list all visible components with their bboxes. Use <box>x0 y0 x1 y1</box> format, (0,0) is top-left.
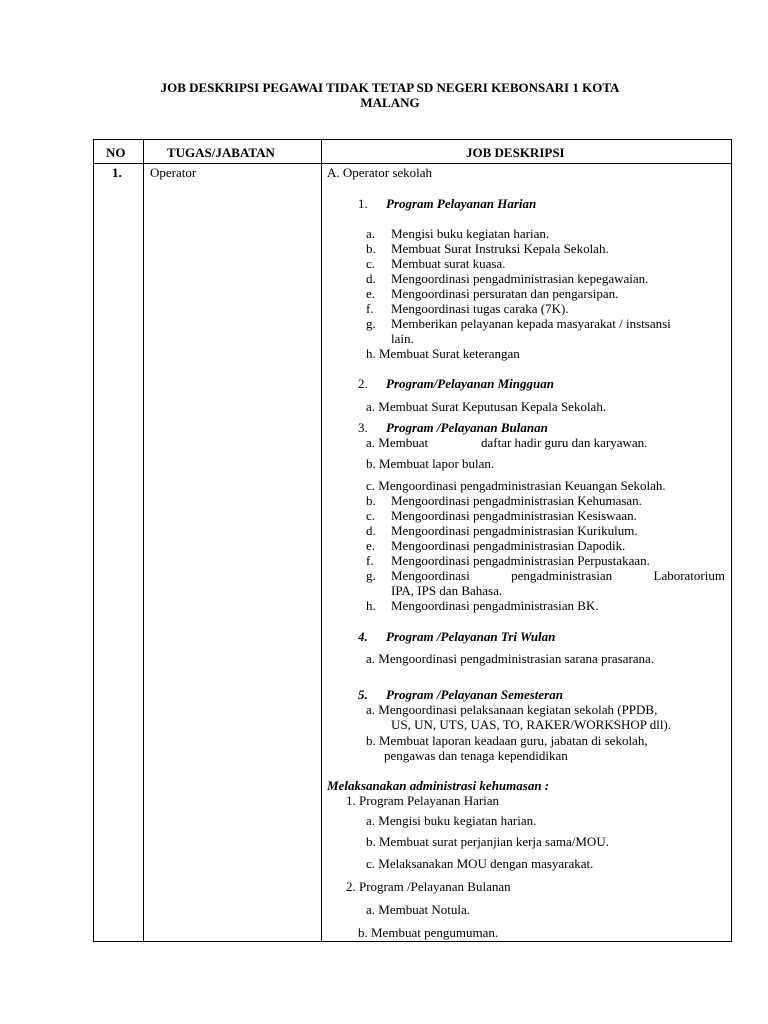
list-item-continuation: IPA, IPS dan Bahasa. <box>391 583 503 598</box>
program-1-number: 1. <box>358 196 368 211</box>
list-item: Mengoordinasi pengadministrasian Kehumasan. <box>391 493 642 508</box>
list-item-label: h. <box>366 598 376 613</box>
section-a-title: A. Operator sekolah <box>327 165 433 180</box>
list-item-label: d. <box>366 271 376 286</box>
humas-section-title: Melaksanakan administrasi kehumasan : <box>327 778 550 793</box>
list-item: c. Melaksanakan MOU dengan masyarakat. <box>366 856 594 871</box>
list-item: a. Mengoordinasi pelaksanaan kegiatan sekolah (PPDB, <box>366 702 658 717</box>
list-item: b. Membuat surat perjanjian kerja sama/MOU. <box>366 834 609 849</box>
word: Mengoordinasi <box>391 568 470 583</box>
table-border-bottom <box>93 941 732 942</box>
list-item-label: e. <box>366 286 376 301</box>
row-tugas: Operator <box>150 165 197 180</box>
word: pengadministrasian <box>511 568 613 583</box>
list-item-continuation: lain. <box>391 331 414 346</box>
list-item-continuation: daftar hadir guru dan karyawan. <box>481 435 648 450</box>
header-job-deskripsi: JOB DESKRIPSI <box>466 145 565 160</box>
program-4-title: Program /Pelayanan Tri Wulan <box>386 629 556 644</box>
program-3-title: Program /Pelayanan Bulanan <box>386 420 548 435</box>
list-item: Mengisi buku kegiatan harian. <box>391 226 550 241</box>
list-item: Mengoordinasi pengadministrasian Kurikulum. <box>391 523 638 538</box>
table-border-top <box>93 139 732 140</box>
list-item-label: c. <box>366 508 376 523</box>
table-col-divider-2 <box>321 139 322 942</box>
header-tugas-jabatan: TUGAS/JABATAN <box>167 145 275 160</box>
program-4-number: 4. <box>358 629 368 644</box>
list-item-justified <box>391 568 725 583</box>
list-item: Membuat Surat Instruksi Kepala Sekolah. <box>391 241 609 256</box>
table-border-left <box>93 139 94 942</box>
list-item: Mengoordinasi pengadministrasian Perpustakaan. <box>391 553 650 568</box>
list-item-label: c. <box>366 256 376 271</box>
humas-program-2: 2. Program /Pelayanan Bulanan <box>346 879 511 894</box>
list-item: a. Mengoordinasi pengadministrasian sarana prasarana. <box>366 651 655 666</box>
list-item-label: b. <box>366 241 376 256</box>
program-5-title: Program /Pelayanan Semesteran <box>386 687 563 702</box>
row-number: 1. <box>112 165 122 180</box>
list-item-label: g. <box>366 316 376 331</box>
list-item: c. Mengoordinasi pengadministrasian Keuangan Sekolah. <box>366 478 666 493</box>
list-item: Mengoordinasi persuratan dan pengarsipan. <box>391 286 619 301</box>
list-item: Mengoordinasi pengadministrasian BK. <box>391 598 599 613</box>
list-item: b. Membuat pengumuman. <box>358 925 499 940</box>
list-item: b. Membuat lapor bulan. <box>366 456 495 471</box>
program-2-title: Program/Pelayanan Mingguan <box>386 376 554 391</box>
program-3-number: 3. <box>358 420 368 435</box>
table-header-divider <box>93 163 732 164</box>
program-2-number: 2. <box>358 376 368 391</box>
list-item: Mengoordinasi pengadministrasian kepegawaian. <box>391 271 649 286</box>
program-5-number: 5. <box>358 687 368 702</box>
list-item-label: a. <box>366 226 376 241</box>
list-item: a. Membuat Surat Keputusan Kepala Sekolah. <box>366 399 607 414</box>
document-title <box>60 80 720 110</box>
table-col-divider-1 <box>143 139 144 942</box>
list-item-continuation: pengawas dan tenaga kependidikan <box>384 748 568 763</box>
word: Laboratorium <box>653 568 725 583</box>
humas-program-1: 1. Program Pelayanan Harian <box>346 793 500 808</box>
list-item-label: f. <box>366 301 374 316</box>
list-item: a. Membuat <box>366 435 429 450</box>
list-item: Mengoordinasi pengadministrasian Kesiswaan. <box>391 508 637 523</box>
list-item-label: d. <box>366 523 376 538</box>
list-item-label: f. <box>366 553 374 568</box>
list-item: Mengoordinasi pengadministrasian Dapodik. <box>391 538 626 553</box>
list-item: Memberikan pelayanan kepada masyarakat / instsansi <box>391 316 671 331</box>
list-item: a. Mengisi buku kegiatan harian. <box>366 813 537 828</box>
program-1-title: Program Pelayanan Harian <box>386 196 537 211</box>
title-line-2: MALANG <box>360 95 420 110</box>
list-item: h. Membuat Surat keterangan <box>366 346 520 361</box>
list-item: Mengoordinasi tugas caraka (7K). <box>391 301 569 316</box>
list-item: a. Membuat Notula. <box>366 902 470 917</box>
list-item-label: g. <box>366 568 376 583</box>
title-line-1: JOB DESKRIPSI PEGAWAI TIDAK TETAP SD NEGERI KEBONSARI 1 KOTA <box>160 80 620 95</box>
list-item-label: e. <box>366 538 376 553</box>
list-item-continuation: US, UN, UTS, UAS, TO, RAKER/WORKSHOP dll). <box>391 717 672 732</box>
list-item: b. Membuat laporan keadaan guru, jabatan di sekolah, <box>366 733 648 748</box>
header-no: NO <box>106 145 126 160</box>
list-item: Membuat surat kuasa. <box>391 256 506 271</box>
table-border-right <box>731 139 732 942</box>
list-item-label: b. <box>366 493 376 508</box>
